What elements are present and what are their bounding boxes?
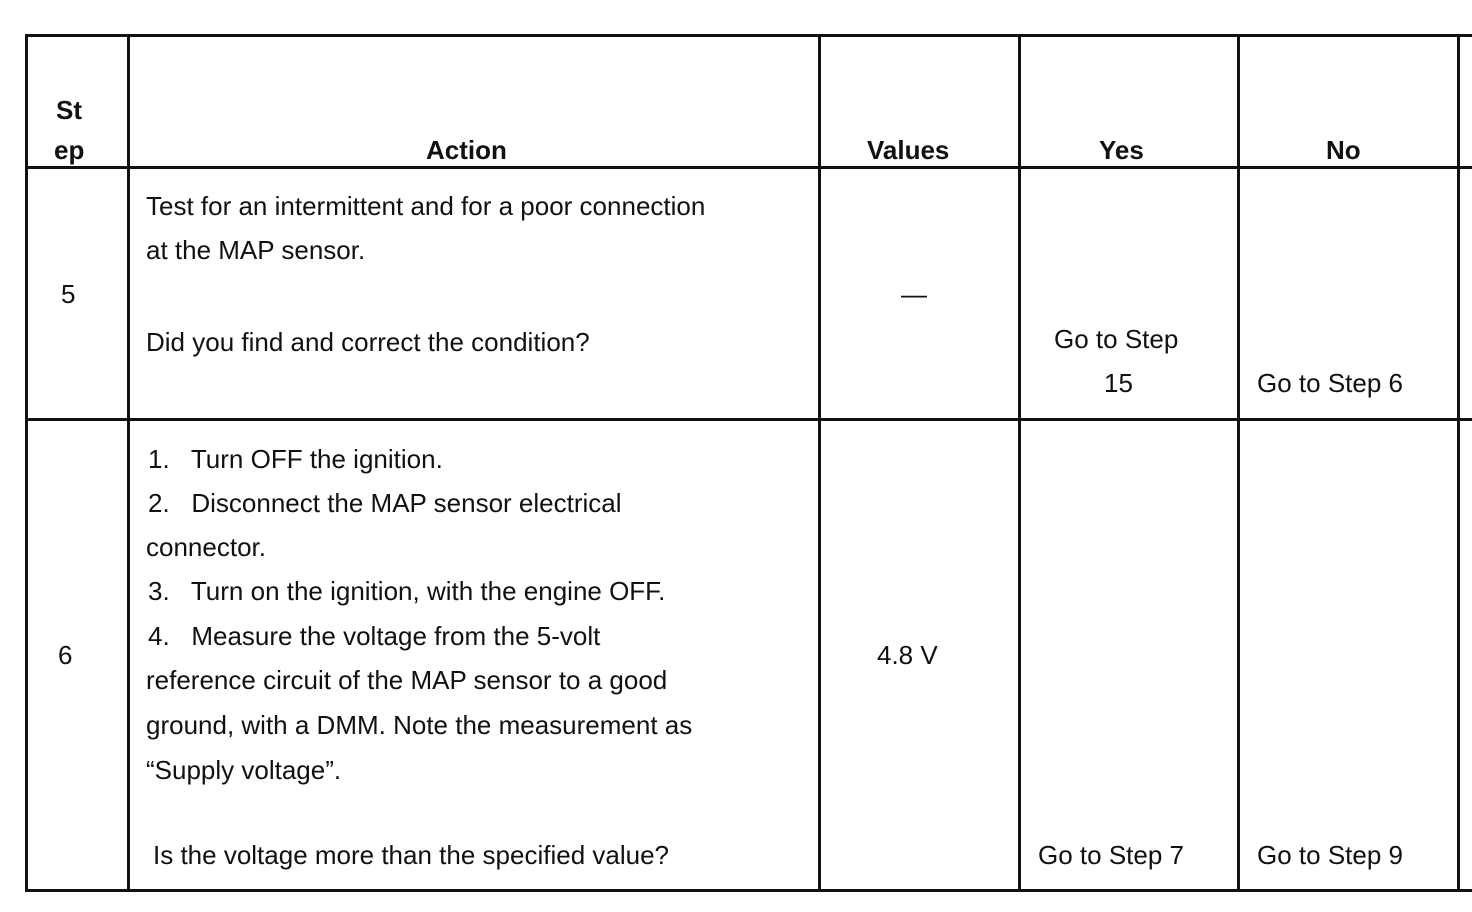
header-step-line2: ep <box>54 135 85 165</box>
header-no: No <box>1326 135 1361 165</box>
step-number: 5 <box>61 279 76 309</box>
table-row <box>0 420 1472 892</box>
value-cell: 4.8 V <box>877 640 938 670</box>
table-row <box>0 168 1472 420</box>
action-question: Is the voltage more than the specified value? <box>153 840 669 870</box>
action-text-line: ground, with a DMM. Note the measurement as <box>146 710 693 740</box>
action-text-line: 4. Measure the voltage from the 5-volt <box>148 621 601 651</box>
step-number: 6 <box>58 640 73 670</box>
no-cell: Go to Step 9 <box>1257 840 1403 870</box>
header-step-line1: St <box>56 95 82 125</box>
yes-cell-line: 15 <box>1104 368 1133 398</box>
action-text-line: “Supply voltage”. <box>146 755 342 785</box>
action-text-line: 3. Turn on the ignition, with the engine OFF. <box>148 576 666 606</box>
action-text-line: at the MAP sensor. <box>146 235 366 265</box>
header-action: Action <box>426 135 507 165</box>
action-text-line: reference circuit of the MAP sensor to a good <box>146 665 668 695</box>
yes-cell-line: Go to Step <box>1054 324 1179 354</box>
header-row <box>0 0 1472 168</box>
action-text-line: 2. Disconnect the MAP sensor electrical <box>148 488 622 518</box>
header-values: Values <box>867 135 950 165</box>
no-cell: Go to Step 6 <box>1257 368 1403 398</box>
action-text-line: Test for an intermittent and for a poor connection <box>146 191 706 221</box>
value-cell: — <box>901 279 927 309</box>
action-question: Did you find and correct the condition? <box>146 327 590 357</box>
action-text-line: connector. <box>146 532 266 562</box>
header-yes: Yes <box>1099 135 1144 165</box>
yes-cell: Go to Step 7 <box>1038 840 1184 870</box>
action-text-line: 1. Turn OFF the ignition. <box>148 444 443 474</box>
